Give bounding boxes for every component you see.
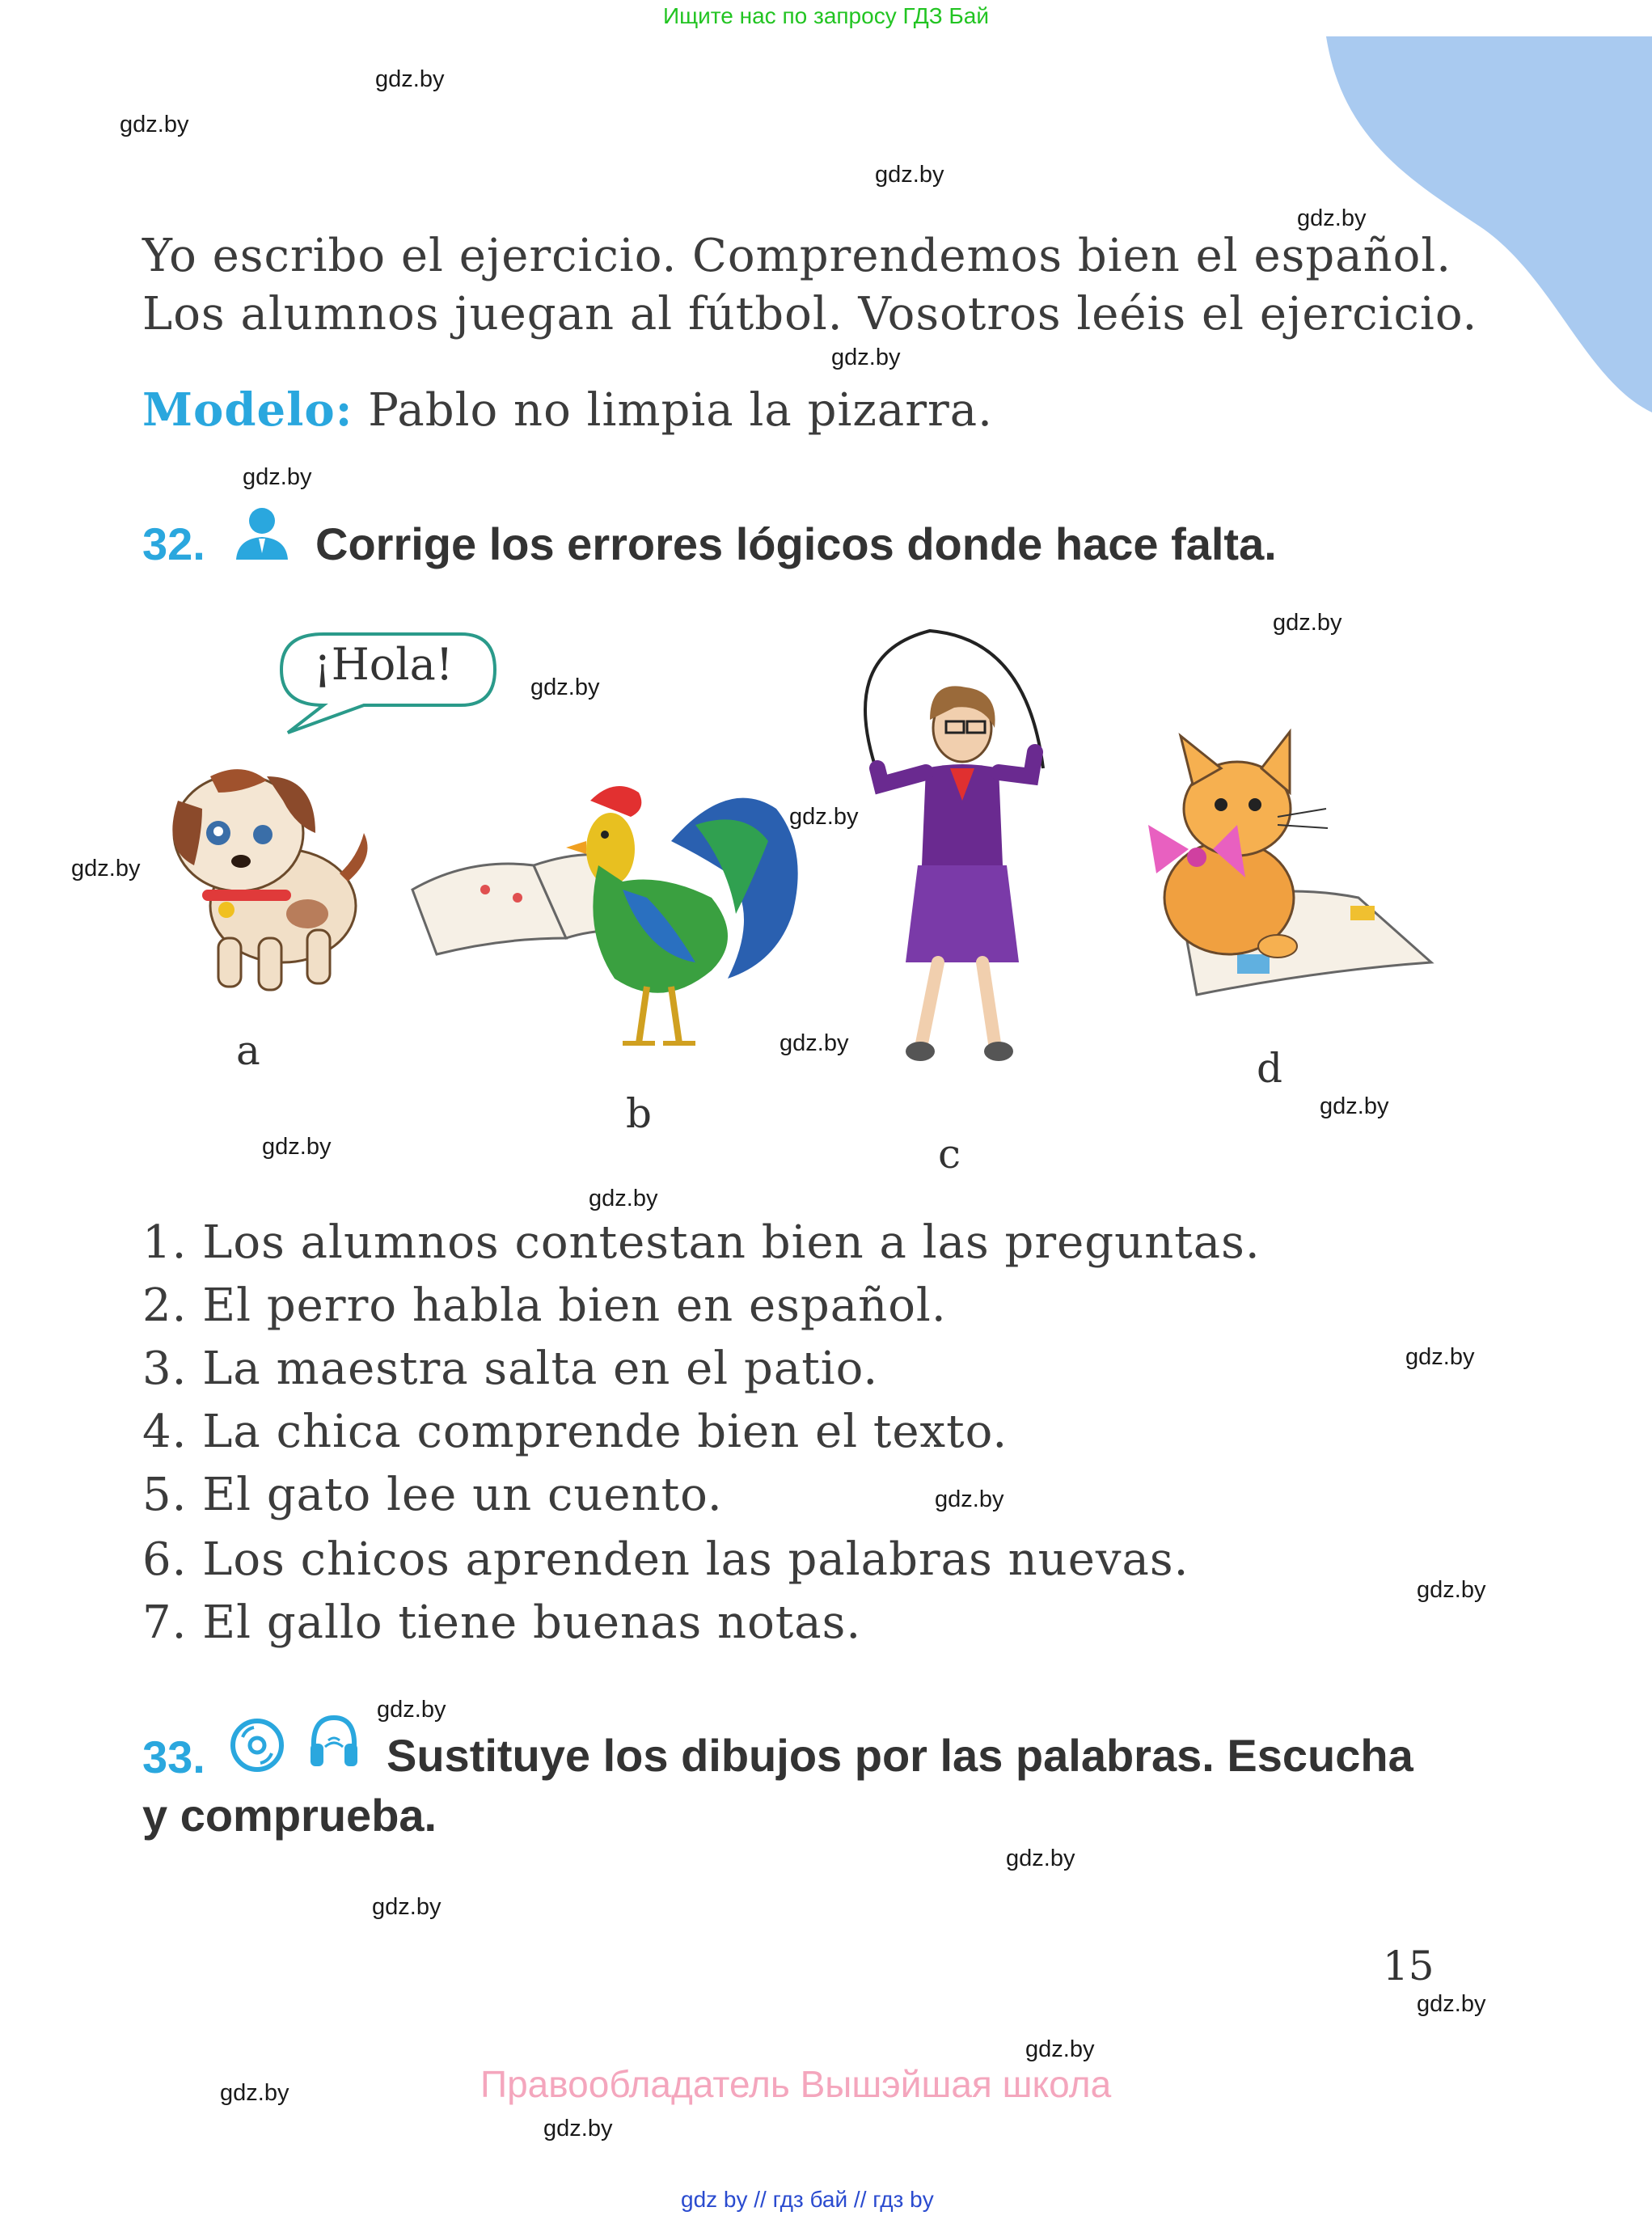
puppy-picture: [146, 744, 380, 1003]
watermark: gdz.by: [1417, 1577, 1486, 1603]
speech-bubble-text: ¡Hola!: [314, 639, 454, 690]
watermark: gdz.by: [1006, 1846, 1075, 1871]
exercise-32-number: 32.: [142, 518, 205, 569]
watermark: gdz.by: [377, 1697, 446, 1723]
watermark: gdz.by: [71, 856, 141, 882]
modelo-line: [142, 383, 993, 437]
intro-line: Los alumnos juegan al fútbol. Vosotros leéis el ejercicio.: [142, 288, 1478, 340]
copyright-notice: Правообладатель Вышэйшая школа: [480, 2063, 1112, 2105]
headphones-icon: [307, 1713, 361, 1771]
picture-label-b: b: [626, 1090, 653, 1137]
picture-label-d: d: [1257, 1045, 1283, 1092]
search-prompt: Ищите нас по запросу ГДЗ Бай: [662, 3, 990, 28]
watermark: gdz.by: [375, 66, 445, 92]
sentence-item: 1. Los alumnos contestan bien a las preguntas.: [142, 1216, 1261, 1269]
watermark: gdz.by: [831, 345, 901, 370]
watermark: gdz.by: [589, 1186, 658, 1211]
watermark: gdz.by: [1297, 205, 1367, 231]
watermark: gdz.by: [220, 2080, 289, 2106]
sentence-item: 3. La maestra salta en el patio.: [142, 1342, 879, 1395]
teacher-jump-rope-picture: [833, 623, 1075, 1108]
sentence-item: 6. Los chicos aprenden las palabras nuevas.: [142, 1533, 1189, 1586]
watermark: gdz.by: [262, 1134, 332, 1160]
watermark: gdz.by: [243, 464, 312, 490]
watermark: gdz.by: [789, 804, 859, 830]
watermark: gdz.by: [1417, 1991, 1486, 2017]
rooster-picture: [404, 776, 809, 1068]
sentence-item: 2. El perro habla bien en español.: [142, 1279, 947, 1332]
watermark: gdz.by: [543, 2116, 613, 2142]
watermark: gdz.by: [1273, 610, 1342, 636]
modelo-label: Modelo:: [142, 383, 353, 437]
exercise-33-title-continued: y comprueba.: [142, 1790, 437, 1841]
modelo-text: Pablo no limpia la pizarra.: [353, 384, 993, 437]
sentence-item: 5. El gato lee un cuento.: [142, 1469, 723, 1521]
watermark: gdz.by: [935, 1486, 1004, 1512]
cd-disc-icon: [230, 1718, 285, 1773]
watermark: gdz.by: [372, 1894, 442, 1920]
corner-decoration: [1318, 32, 1652, 412]
watermark: gdz.by: [1025, 2036, 1095, 2062]
exercise-32-title: Corrige los errores lógicos donde hace falta.: [315, 518, 1277, 569]
sentence-item: 7. El gallo tiene buenas notas.: [142, 1596, 862, 1649]
watermark: gdz.by: [780, 1030, 849, 1056]
exercise-33-number: 33.: [142, 1731, 205, 1782]
watermark: gdz.by: [530, 674, 600, 700]
page-number: 15: [1383, 1943, 1434, 1989]
pair-work-icon: [230, 503, 294, 563]
watermark: gdz.by: [1405, 1344, 1475, 1370]
cat-reading-picture: [1116, 720, 1439, 1003]
exercise-33-title: Sustituye los dibujos por las palabras. Escucha: [387, 1730, 1413, 1781]
picture-label-c: c: [938, 1131, 961, 1178]
sentence-item: 4. La chica comprende bien el texto.: [142, 1406, 1008, 1458]
intro-line: Yo escribo el ejercicio. Comprendemos bien el español.: [142, 230, 1452, 282]
watermark: gdz.by: [875, 162, 944, 188]
watermark: gdz.by: [1320, 1093, 1389, 1119]
footer-links[interactable]: gdz by // гдз бай // гдз by: [681, 2187, 934, 2212]
watermark: gdz.by: [120, 112, 189, 137]
picture-label-a: a: [236, 1027, 260, 1074]
